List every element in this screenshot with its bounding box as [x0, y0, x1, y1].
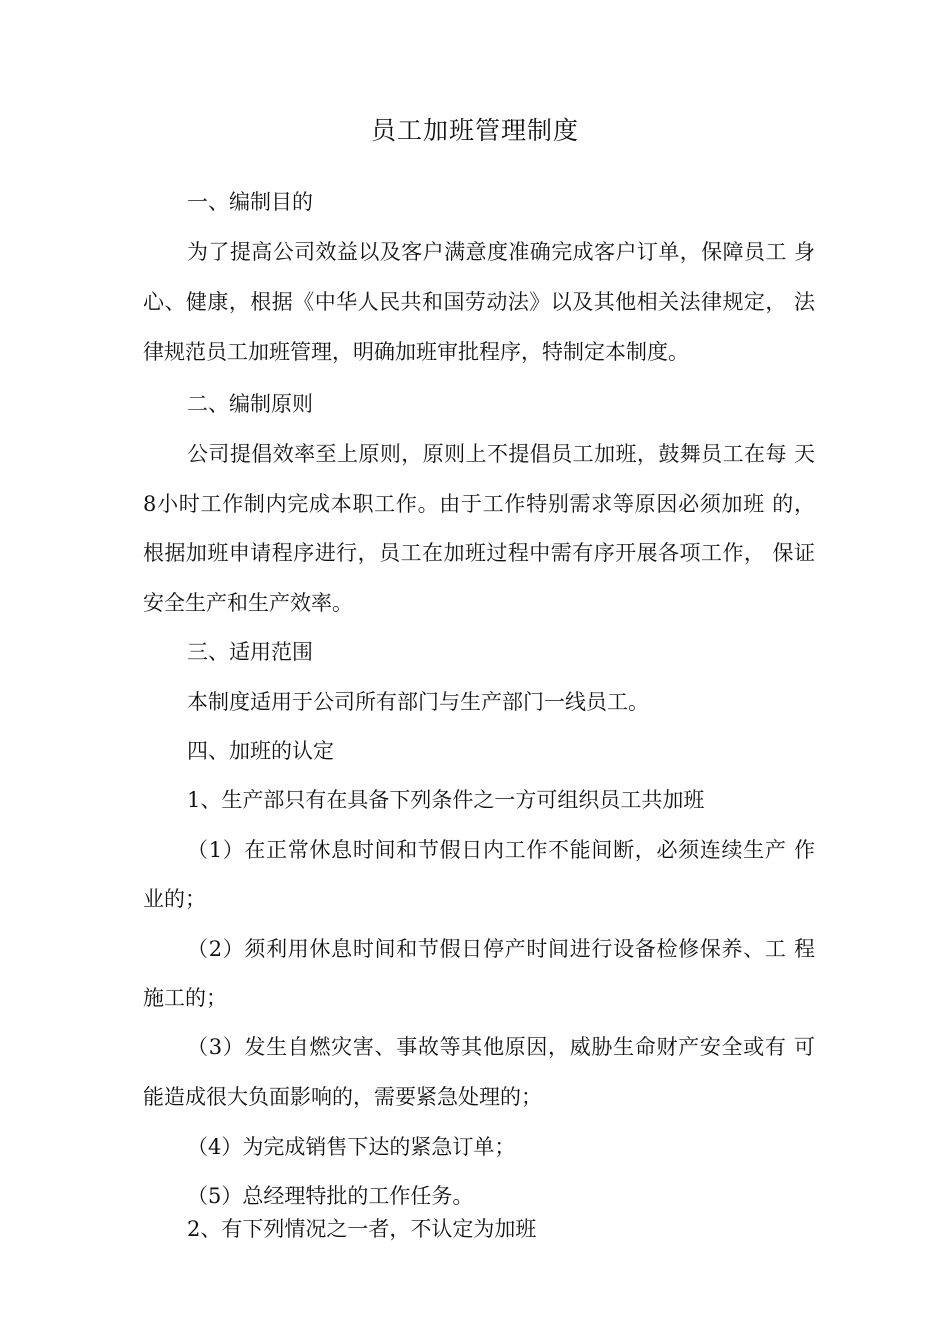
document-title: 员工加班管理制度 — [370, 116, 579, 145]
section-heading-purpose: 一、编制目的 — [187, 190, 313, 214]
paragraph-line: 本制度适用于公司所有部门与生产部门一线员工。 — [187, 690, 649, 714]
section-heading-scope: 三、适用范围 — [187, 640, 313, 664]
clause-item-line: （3）发生自燃灾害、事故等其他原因，威胁生命财产安全或有 可 — [187, 1035, 815, 1059]
clause-item-line: （1）在正常休息时间和节假日内工作不能间断，必须连续生产 作 — [187, 838, 815, 862]
paragraph-line: 公司提倡效率至上原则，原则上不提倡员工加班，鼓舞员工在每 天 — [187, 442, 815, 466]
paragraph-line: 心、健康，根据《中华人民共和国劳动法》以及其他相关法律规定， 法 — [143, 290, 815, 314]
clause-item-line: （4）为完成销售下达的紧急订单； — [187, 1135, 516, 1159]
paragraph-line: 8小时工作制内完成本职工作。由于工作特别需求等原因必须加班 的， — [143, 492, 815, 516]
clause-item-line: （2）须利用休息时间和节假日停产时间进行设备检修保养、工 程 — [187, 937, 815, 961]
clause-item-line: （5）总经理特批的工作任务。 — [187, 1184, 474, 1208]
clause-line: 2、有下列情况之一者，不认定为加班 — [187, 1217, 537, 1241]
paragraph-line: 根据加班申请程序进行，员工在加班过程中需有序开展各项工作， 保证 — [143, 541, 815, 565]
paragraph-line: 律规范员工加班管理，明确加班审批程序，特制定本制度。 — [143, 340, 689, 364]
clause-item-line: 业的； — [143, 887, 206, 911]
section-heading-principles: 二、编制原则 — [187, 392, 313, 416]
section-heading-overtime-definition: 四、加班的认定 — [187, 739, 334, 763]
paragraph-line: 为了提高公司效益以及客户满意度准确完成客户订单，保障员工 身 — [187, 240, 815, 264]
clause-line: 1、生产部只有在具备下列条件之一方可组织员工共加班 — [187, 788, 705, 812]
clause-item-line: 施工的； — [143, 986, 227, 1010]
clause-item-line: 能造成很大负面影响的，需要紧急处理的； — [143, 1085, 542, 1109]
paragraph-line: 安全生产和生产效率。 — [143, 591, 353, 615]
